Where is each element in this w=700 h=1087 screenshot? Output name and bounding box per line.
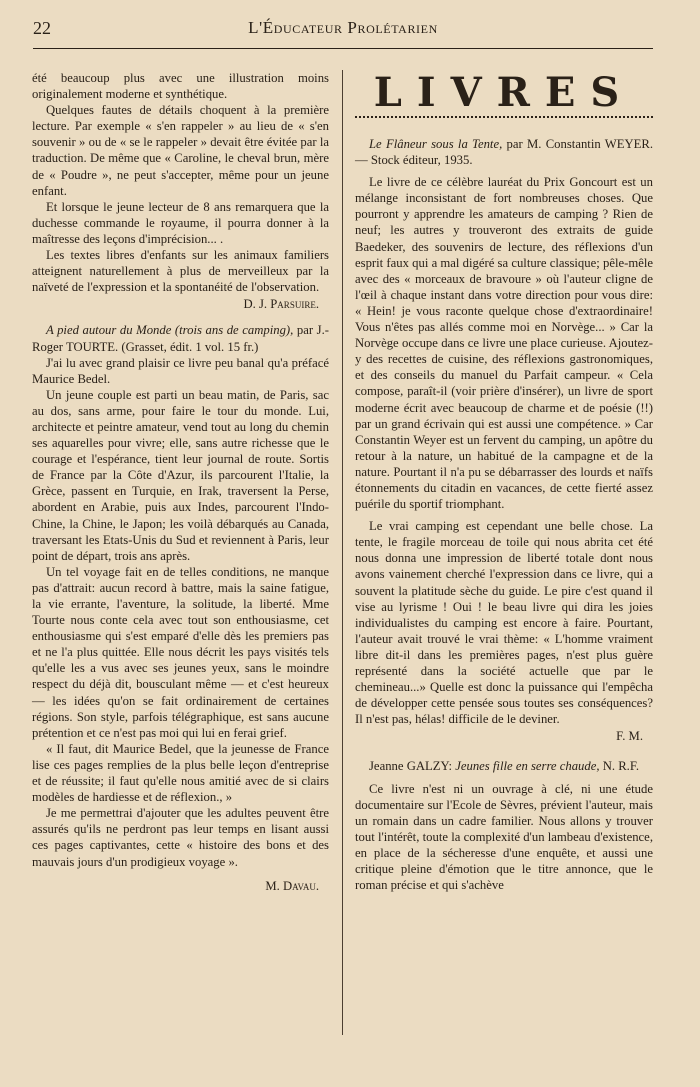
- paragraph: Les textes libres d'enfants sur les animaux familiers atteignent naturellement à plus de merveilleux par la naïveté de l'expression et la spontanéité de l'observation.: [32, 248, 329, 295]
- signature: F. M.: [616, 729, 643, 744]
- paragraph: Je me permettrai d'ajouter que les adultes peuvent être assurés qu'ils ne perdront pas leur temps en lisant aussi ces pages captivantes, cette « histoire des bons et des mauvais jours d'un prodigieux voyage ».: [32, 806, 329, 869]
- signature: D. J. Parsuire.: [243, 297, 319, 312]
- book-reference: [355, 136, 653, 168]
- section-title: LIVRES: [355, 70, 653, 118]
- paragraph: Un jeune couple est parti un beau matin, de Paris, sac au dos, sans arme, pour faire le tour du monde. Lui, architecte et peintre amateur, vend tout au long du chemin ses aquarelles pour vivre; elle, sans autre richesse que le courage et l'espérance, tient leur journal de route. Sortis de France par la Côte d'Azur, ils parcourent l'Italie, la Grèce, passent en Turquie, en Irak, traversent la Perse, abordent en Arabie, puis aux Indes, parcourent l'Indo-Chine, la Chine, le Japon; les voilà débarqués au Canada, traversant les Etats-Unis du Sud et reviennent à Paris, leur point de départ, trois ans après.: [32, 387, 329, 563]
- left-column: [32, 70, 329, 899]
- paragraph: Quelques fautes de détails choquent à la première lecture. Par exemple « s'en rappeler » au lieu de « s'en souvenir » ou de « se le rappeler » devait être évitée par la traduction. De même que « Caroline, le cheval brun, mère de « Poudre », ne peut s'accepter, même pour un jeune enfant.: [32, 103, 329, 198]
- book-meta: N. R.F.: [599, 759, 640, 774]
- paragraph: J'ai lu avec grand plaisir ce livre peu banal qu'a préfacé Maurice Bedel.: [32, 355, 329, 386]
- page-header: [33, 14, 653, 49]
- journal-title: L'Éducateur Prolétarien: [248, 18, 438, 37]
- paragraph: Le vrai camping est cependant une belle chose. La tente, le fragile morceau de toile qui nous abrita cet été nous donna une impression de liberté totale dont nous avons vainement cherché l'expression dans ce livre, qui a souvent la platitude sèche du guide. Le pire c'est quand il vise au lyrisme ! Oui ! le beau livre qui dira les joies individualistes du camping est encore à faire. Pourtant, l'auteur avait trouvé le vrai thème: « L'homme vraiment libre dit-il dans les premières pages, n'est plus guère représenté dans la société actuelle que par le chemineau...» Quelle est donc la puissance qui l'empêcha de développer cette pensée sous toutes ses conséquences? Il n'est pas, hélas! difficile de le deviner.: [355, 519, 653, 727]
- paragraph: « Il faut, dit Maurice Bedel, que la jeunesse de France lise ces pages remplies de la plus belle leçon d'entreprise et de réussite; il faut qu'elle nous amitié avec de si clairs modèles de hardiesse et de réflexion., »: [32, 741, 329, 805]
- book-reference: [355, 758, 653, 774]
- paragraph: été beaucoup plus avec une illustration moins originalement moderne et synthétique.: [32, 71, 329, 102]
- paragraph: Ce livre n'est ni un ouvrage à clé, ni une étude documentaire sur l'Ecole de Sèvres, prévient l'auteur, mais un romain dans un cadre familier. Nous allons y trouver tout l'intérêt, toute la complexité d'un lambeau d'existence, en place de la sécheresse d'une enquête, et aussi une critique pleine d'émotion que le titre annonce, que le roman précise et qui s'achève: [355, 781, 653, 893]
- book-title: Jeunes fille en serre chaude,: [455, 759, 600, 774]
- book-meta: par M. Constantin WEYER. — Stock éditeur, 1935.: [355, 137, 653, 168]
- book-title: A pied autour du Monde (trois ans de camping),: [46, 323, 294, 338]
- book-meta: par J.-Roger TOURTE. (Grasset, édit. 1 vol. 15 fr.): [32, 323, 329, 354]
- page-number: 22: [33, 18, 51, 38]
- book-title: Le Flâneur sous la Tente,: [369, 137, 503, 151]
- signature: M. Davau.: [265, 878, 319, 893]
- right-column: [355, 136, 653, 893]
- book-author: Jeanne GALZY:: [369, 759, 456, 774]
- column-divider: [342, 70, 343, 1035]
- paragraph: Le livre de ce célèbre lauréat du Prix Goncourt est un mélange inconsistant de fort nombreuses choses. Que pourront y apprendre les amateurs de camping ? Rien de neuf; les autres y trouveront des extraits de guide Baedeker, des souvenirs de lecture, des réflexions d'un esprit faux qui a mal digéré sa culture classique; pêle-mêle avec des « morceaux de bravoure » où l'auteur cligne de l'œil à chaque instant dans votre direction pour vous dire: « Hein! je vous raconte quelque chose d'extraordinaire! Vous n'êtes pas allés comme moi en Norvège... » Car la Norvège occupe dans ce livre une place curieuse. Ajoutez-y des recettes de cuisine, des réflexions gastronomiques, et des conseils du manuel du Parfait campeur. « Cela compose, paraît-il (voir prière d'insérer), un livre de sport moderne écrit avec beaucoup de charme et de poésie (!!) par un grand écrivain qui est aussi une compétence. » Car Constantin Weyer est un fervent du camping, un apôtre du retour à la nature, un habitué de la campagne et de la nature. Pourtant il n'a pu se débarrasser des lourds et naïfs étonnements du citadin en vacances, de cette fierté assez puérile du sportif triomphant.: [355, 175, 653, 512]
- book-reference: [32, 322, 329, 354]
- paragraph: Et lorsque le jeune lecteur de 8 ans remarquera que la duchesse commande le royaume, il pourra donner à la maîtresse des leçons d'imprécision... .: [32, 199, 329, 246]
- paragraph: Un tel voyage fait en de telles conditions, ne manque pas d'attrait: aucun record à battre, mais la saine fatigue, la vie errante, l'aventure, la solitude, la liberté. Mme Tourte nous conte cela avec tout son enthousiasme, cet enthousiasme qui s'est emparé d'elle dès les premiers pas et ne l'a plus quittée. Elle nous décrit les pays visités tels qu'elle les a vus avec ses jeunes yeux, sans le moindre respect du déjà dit, bousculant même — et c'est heureux — les idées qu'on se fait ordinairement de certaines régions. Son style, parfois télégraphique, est sans aucune prétention et ce n'est pas moi qui lui en ferai grief.: [32, 564, 329, 740]
